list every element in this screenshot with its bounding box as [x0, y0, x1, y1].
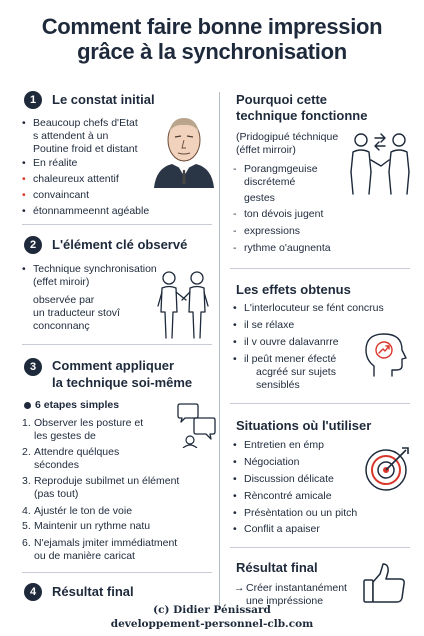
section-4-number: 4 — [24, 583, 42, 601]
portrait-illustration — [150, 110, 218, 188]
head-growth-icon — [362, 328, 410, 378]
s2-item: • Technique synchronisation — [33, 263, 157, 276]
s2-item: conconnanç — [33, 320, 90, 332]
title-line-1: Comment faire bonne impression — [41, 14, 383, 39]
effects-item: sensiblés — [256, 379, 300, 391]
effects-item: • il peût mener éfecté — [244, 353, 336, 366]
section-separator — [22, 224, 212, 225]
situations-heading: Situations où l'utiliser — [236, 418, 372, 433]
step-number: 6. — [22, 537, 31, 549]
section-1-heading: Le constat initial — [52, 92, 155, 107]
thumbs-up-icon — [362, 562, 408, 606]
effects-item: • il v ouvre dalavanrre — [244, 336, 339, 349]
section-2-heading: L'élément clé observé — [52, 237, 188, 252]
effects-item: acgréé sur sujets — [256, 366, 336, 378]
s2-item: observée par — [33, 294, 95, 306]
section-3-heading-line-1: Comment appliquer — [52, 358, 175, 373]
step-number: 3. — [22, 475, 31, 487]
footer-website: developpement-personnel-clb.com — [110, 618, 314, 630]
situations-item: • Conflit a apaiser — [244, 523, 320, 536]
s2-item: (effet miroir) — [33, 276, 90, 288]
situations-item: • Présèntation ou un pitch — [244, 507, 357, 520]
situations-item: • Négociation — [244, 456, 299, 469]
s1-item: • étonnammeennt agéable — [33, 205, 149, 218]
s1-item: • Beaucoup chefs d'Etat — [33, 117, 138, 130]
title-line-2: grâce à la synchronisation — [77, 39, 347, 64]
step-number: 1. — [22, 417, 31, 429]
why-item: - ton dévois jugent — [244, 208, 323, 221]
section-separator — [22, 344, 212, 345]
effects-item: • L'interlocuteur se fént concrus — [244, 302, 384, 315]
s1-item: s attendent à un — [33, 130, 109, 142]
step-text: Ajustér le ton de voie — [34, 505, 133, 517]
s1-item: • chaleureux attentif — [33, 173, 119, 186]
section-4-heading: Résultat final — [52, 584, 134, 599]
why-subheading: (éffet mirroir) — [236, 144, 296, 156]
result-item: une impréssione — [246, 595, 324, 607]
footer-copyright: (c) Didier Pénissard — [153, 604, 271, 616]
section-separator — [230, 403, 410, 404]
step-text: N'ejamals jmiter immédiatment ou de manière caricat — [34, 537, 178, 562]
step-number: 4. — [22, 505, 31, 517]
speech-bubbles-icon — [176, 402, 218, 448]
step-text: Observer les posture et les gestes de — [34, 417, 144, 442]
why-subheading: (Pridogipué téchnique — [236, 131, 339, 143]
result-heading: Résultat final — [236, 560, 318, 575]
section-separator — [22, 572, 212, 573]
step-text: Reproduje subilmet un élément (pas tout) — [34, 475, 180, 500]
situations-item: • Rèncontré amicale — [244, 490, 332, 503]
handshake-mirror-icon — [345, 128, 415, 196]
column-divider — [219, 92, 220, 607]
why-item: - expressions — [244, 225, 300, 238]
step-number: 5. — [22, 520, 31, 532]
s1-item: Poutine froid et distant — [33, 143, 138, 155]
why-item: - Porangmgeuise — [244, 163, 318, 176]
why-heading-line-1: Pourquoi cette — [236, 92, 328, 107]
why-item: discrétemé — [244, 176, 296, 188]
section-3-heading-line-2: la technique soi-même — [52, 375, 193, 390]
page-title — [0, 14, 424, 64]
section-1-number: 1 — [24, 91, 42, 109]
section-3-number: 3 — [24, 358, 42, 376]
mirroring-people-illustration — [152, 268, 214, 340]
s1-item: • En réalite — [33, 157, 77, 170]
situations-item: • Discussion délicate — [244, 473, 334, 486]
target-icon — [364, 444, 412, 492]
section-separator — [230, 268, 410, 269]
why-item: gestes — [244, 192, 275, 204]
situations-item: • Entretien en émp — [244, 439, 324, 452]
section-separator — [230, 547, 410, 548]
sub-bullet — [24, 402, 31, 409]
s2-item: un traducteur stovî — [33, 307, 120, 319]
step-text: Attendre quélques sécondes — [34, 446, 120, 471]
effects-heading: Les effets obtenus — [236, 282, 351, 297]
why-item: - rythme o'augnenta — [244, 242, 331, 255]
s1-item: • convaincant — [33, 189, 89, 202]
section-2-number: 2 — [24, 236, 42, 254]
s3-subheading: 6 etapes simples — [35, 399, 120, 411]
result-item: → Créer instantanément — [246, 582, 347, 595]
step-text: Maintenir un rythme natu — [34, 520, 151, 532]
effects-item: • il se rélaxe — [244, 319, 294, 332]
step-number: 2. — [22, 446, 31, 458]
why-heading-line-2: technique fonctionne — [236, 108, 368, 123]
